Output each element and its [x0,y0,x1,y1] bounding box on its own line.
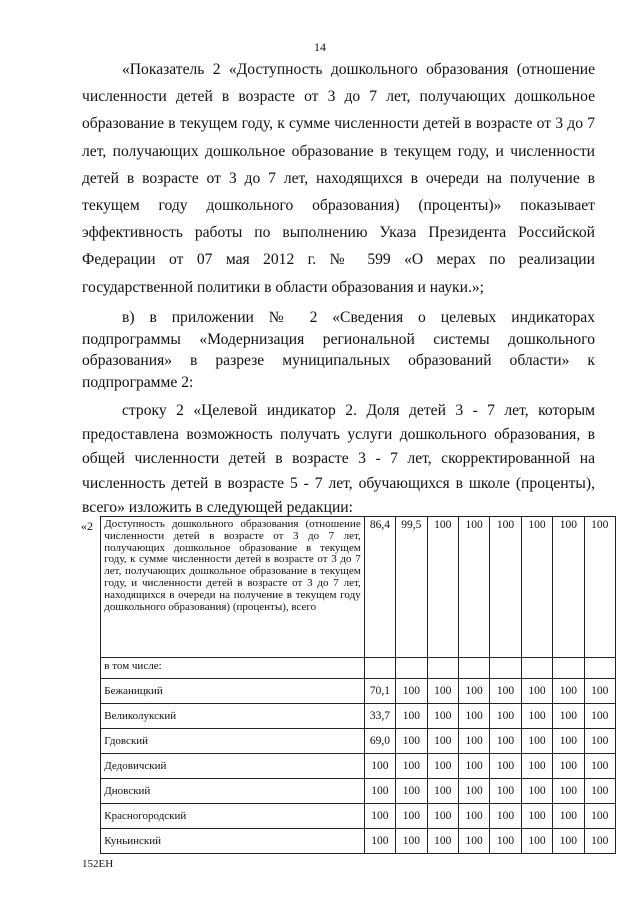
value-cell: 33,7 [364,704,395,729]
value-cell: 100 [458,804,489,829]
value-cell: 100 [584,704,615,729]
indicator-table [78,516,616,854]
value-cell: 100 [490,679,521,704]
value-cell: 100 [553,779,584,804]
table-row [78,754,616,779]
value-cell: 100 [364,754,395,779]
value-cell: 100 [364,829,395,854]
value-cell: 100 [458,729,489,754]
value-cell: 100 [458,779,489,804]
value-cell: 100 [584,804,615,829]
table-row [78,704,616,729]
value-cell: 100 [553,729,584,754]
value-cell: 70,1 [364,679,395,704]
value-cell: 100 [490,729,521,754]
paragraph-indicator-description: «Показатель 2 «Доступность дошкольного образования (отношение численности детей в возрасте от 3 до 7 лет, получающих дошкольное образование в текущем году, к сумме численности детей в возрасте от 3 до 7 лет, получающих дошкольное образование в текущем году, и численности детей в возрасте от 3 до 7 лет, находящихся в очереди на получение в текущем году дошкольного образования) (проценты)» показывает эффективность работы по выполнению Указа Президента Российской Федерации от 07 мая 2012 г. № 599 «О мерах по реализации государственной политики в области образования и науки.»; [82,61,595,296]
value-cell: 100 [521,729,552,754]
value-cell: 100 [490,704,521,729]
value-cell: 100 [427,804,458,829]
value-cell: 100 [521,704,552,729]
value-cell: 100 [490,829,521,854]
value-cell: 100 [396,754,427,779]
table-row [78,679,616,704]
value-cell: 100 [521,804,552,829]
value-cell: 100 [396,704,427,729]
value-cell: 100 [553,704,584,729]
value-cell: 100 [584,679,615,704]
value-cell: 100 [427,829,458,854]
value-cell: 100 [427,754,458,779]
table-row-main-indicator [78,517,616,658]
value-cell: 100 [364,804,395,829]
value-cell: 100 [458,704,489,729]
value-cell: 100 [458,829,489,854]
district-name: Дновский [101,779,364,804]
district-name: Великолукский [101,704,364,729]
value-cell: 100 [584,729,615,754]
value-cell: 100 [553,754,584,779]
document-code: 152ЕН [82,858,114,870]
value-cell: 100 [396,829,427,854]
district-name: Красногородский [101,804,364,829]
value-cell: 99,5 [396,517,427,658]
value-cell: 100 [584,829,615,854]
value-cell: 100 [490,517,521,658]
value-cell: 100 [427,704,458,729]
value-cell: 100 [584,779,615,804]
value-cell: 69,0 [364,729,395,754]
value-cell: 100 [553,517,584,658]
table-row [78,729,616,754]
value-cell: 100 [427,517,458,658]
value-cell: 100 [396,804,427,829]
value-cell: 100 [553,679,584,704]
district-name: Гдовский [101,729,364,754]
value-cell: 100 [521,679,552,704]
subheader-cell: в том числе: [101,658,364,679]
value-cell: 100 [427,679,458,704]
table-row [78,829,616,854]
value-cell: 100 [553,829,584,854]
value-cell: 100 [458,754,489,779]
value-cell: 100 [364,779,395,804]
value-cell: 100 [458,679,489,704]
district-name: Куньинский [101,829,364,854]
value-cell: 100 [490,754,521,779]
value-cell: 100 [490,804,521,829]
value-cell: 100 [521,754,552,779]
table-row [78,779,616,804]
table-row [78,804,616,829]
district-name: Дедовичский [101,754,364,779]
value-cell: 86,4 [364,517,395,658]
paragraph-appendix-2: в) в приложении № 2 «Сведения о целевых индикаторах подпрограммы «Модернизация региональной системы дошкольного образования» в разрезе муниципальных образований области» к подпрограмме 2: [82,309,595,391]
value-cell: 100 [396,779,427,804]
page-number: 14 [314,40,326,54]
value-cell: 100 [553,804,584,829]
value-cell: 100 [458,517,489,658]
row-quote-mark: «2 [78,517,101,658]
table-row-subheader [78,658,616,679]
value-cell: 100 [584,754,615,779]
value-cell: 100 [584,517,615,658]
value-cell: 100 [521,829,552,854]
value-cell: 100 [490,779,521,804]
district-name: Бежаницкий [101,679,364,704]
paragraph-row-2-instruction: строку 2 «Целевой индикатор 2. Доля детей 3 - 7 лет, которым предоставлена возможность получать услуги дошкольного образования, в общей численности детей в возрасте 3 - 7 лет, скорректированной на численность детей в возрасте 5 - 7 лет, обучающихся в школе (проценты), всего» изложить в следующей редакции: [82,402,595,516]
indicator-name-cell: Доступность дошкольного образования (отношение численности детей в возрасте от 3 до 7 лет, получающих дошкольное образование в текущем году, к сумме численности детей в возрасте от 3 до 7 лет, получающих дошкольное образование в текущем году, и численности детей в возрасте от 3 до 7 лет, находящихся в очереди на получение в текущем году дошкольного образования) (проценты), всего [101,517,364,658]
value-cell: 100 [427,779,458,804]
value-cell: 100 [521,779,552,804]
value-cell: 100 [396,729,427,754]
value-cell: 100 [396,679,427,704]
value-cell: 100 [427,729,458,754]
value-cell: 100 [521,517,552,658]
